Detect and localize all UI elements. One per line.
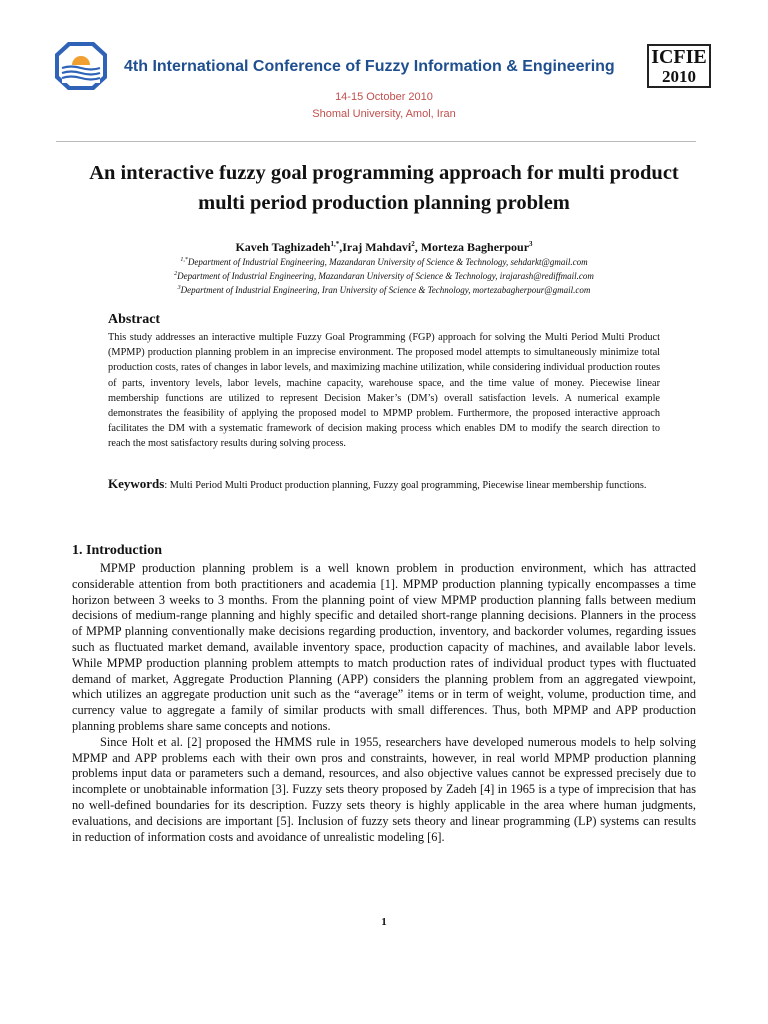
affiliation: [0, 257, 768, 267]
conference-venue: Shomal University, Amol, Iran: [312, 108, 456, 120]
conference-date: 14-15 October 2010: [335, 91, 433, 103]
icfie-logo-text: ICFIE: [651, 46, 707, 68]
section-body: [72, 561, 696, 845]
paragraph: Since Holt et al. [2] proposed the HMMS rule in 1955, researchers have developed numerous models to help solving MPMP and APP problems each with their own pros and constraints, however, in real world MPMP production planning problems input data or parameters such a demand, resources, and also objective values cannot be expressed precisely due to incomplete or unobtainable information [3]. Fuzzy sets theory proposed by Zadeh [4] in 1965 is a type of imprecision that has no well-defined boundaries for its description. Fuzzy sets theory is highly applicable in the area where human judgments, evaluations, and decisions are important [5]. Inclusion of fuzzy sets theory and linear programming (LP) systems can results in reduction of information costs and avoidance of unrealistic modeling [6].: [72, 734, 696, 844]
icfie-logo: [647, 44, 711, 88]
affiliation-mark: 1,*: [180, 257, 188, 263]
abstract-text: This study addresses an interactive multiple Fuzzy Goal Programming (FGP) approach for solving the Multi Period Multi Product (MPMP) production planning problem in an imprecise environment. The proposed model attempts to simultaneously minimize total production costs, rates of changes in labor levels, and maximizing machine utilization, while considering individual production routes of parts, inventory levels, labor levels, machine capacity, warehouse space, and the time value of money. Piecewise linear membership functions are utilized to represent Decision Maker’s (DM’s) overall satisfaction levels. A numerical example demonstrates the feasibility of applying the proposed model to MPMP problem. Furthermore, the proposed interactive approach facilitates the DM with a systematic framework of decision making process which enables DM to modify the search direction to reach the most satisfactory results during solving process.: [108, 332, 660, 450]
affiliation-text: Department of Industrial Engineering, Mazandaran University of Science & Technology, irajarash@rediffmail.com: [177, 271, 594, 281]
paper-title: An interactive fuzzy goal programming approach for multi product multi period production planning problem: [89, 162, 679, 214]
header-divider: [56, 141, 696, 142]
conference-title: 4th International Conference of Fuzzy Information & Engineering: [124, 58, 615, 75]
section-heading: 1. Introduction: [72, 543, 162, 558]
author-list: Kaveh Taghizadeh$^{1,*}$,Iraj Mahdavi$^2$, Morteza Bagherpour$^3$: [235, 240, 533, 254]
conference-logo-emblem: [54, 41, 108, 91]
author-name: Kaveh Taghizadeh: [235, 240, 331, 254]
keywords-text: : Multi Period Multi Product production planning, Fuzzy goal programming, Piecewise linear membership functions.: [164, 480, 647, 491]
abstract-heading: Abstract: [108, 312, 161, 327]
page-number: 1: [381, 916, 387, 928]
affiliation-mark: 2: [174, 271, 178, 277]
author-mark: 2: [411, 240, 415, 248]
author-mark: 1,*: [330, 240, 340, 248]
affiliation-text: Department of Industrial Engineering, Iran University of Science & Technology, mortezabagherpour@gmail.com: [180, 285, 591, 295]
keywords: [108, 476, 660, 494]
affiliation: [0, 285, 768, 295]
keywords-label: Keywords: [108, 476, 165, 491]
author-name: Iraj Mahdavi: [342, 240, 412, 254]
author-mark: 3: [529, 240, 533, 248]
author-name: Morteza Bagherpour: [420, 240, 530, 254]
icfie-logo-year: 2010: [662, 67, 696, 86]
affiliation-text: Department of Industrial Engineering, Mazandaran University of Science & Technology, sehdarkt@gmail.com: [187, 257, 588, 267]
affiliation: [0, 271, 768, 281]
conference-logo: [54, 41, 108, 91]
paragraph: MPMP production planning problem is a well known problem in production environment, which has attracted considerable attention from both practitioners and academia [1]. MPMP production planning typically encompasses a time horizon between 3 weeks to 3 months. From the planning point of view MPMP production planning falls between medium decisions of medium-range planning and highly specific and detailed short-range planning decisions. Planners in the process of MPMP planning conventionally make decisions regarding production, inventory, and backorder volumes, regarding issues such as fluctuated market demand, available inventory space, production capacity of machines, and available labor levels. While MPMP production planning problem attempts to match production rates of individual product types with fluctuated demand of market, Aggregate Production Planning (APP) considers the planning problem from an aggregated viewpoint, which utilizes an aggregate production unit such as the “average” items or in term of weight, volume, production time, and currency value to aggregate a family of similar products with small differences. Thus, both MPMP and APP production planning problems share same concepts and notions.: [72, 561, 696, 733]
affiliation-mark: 3: [177, 285, 181, 291]
